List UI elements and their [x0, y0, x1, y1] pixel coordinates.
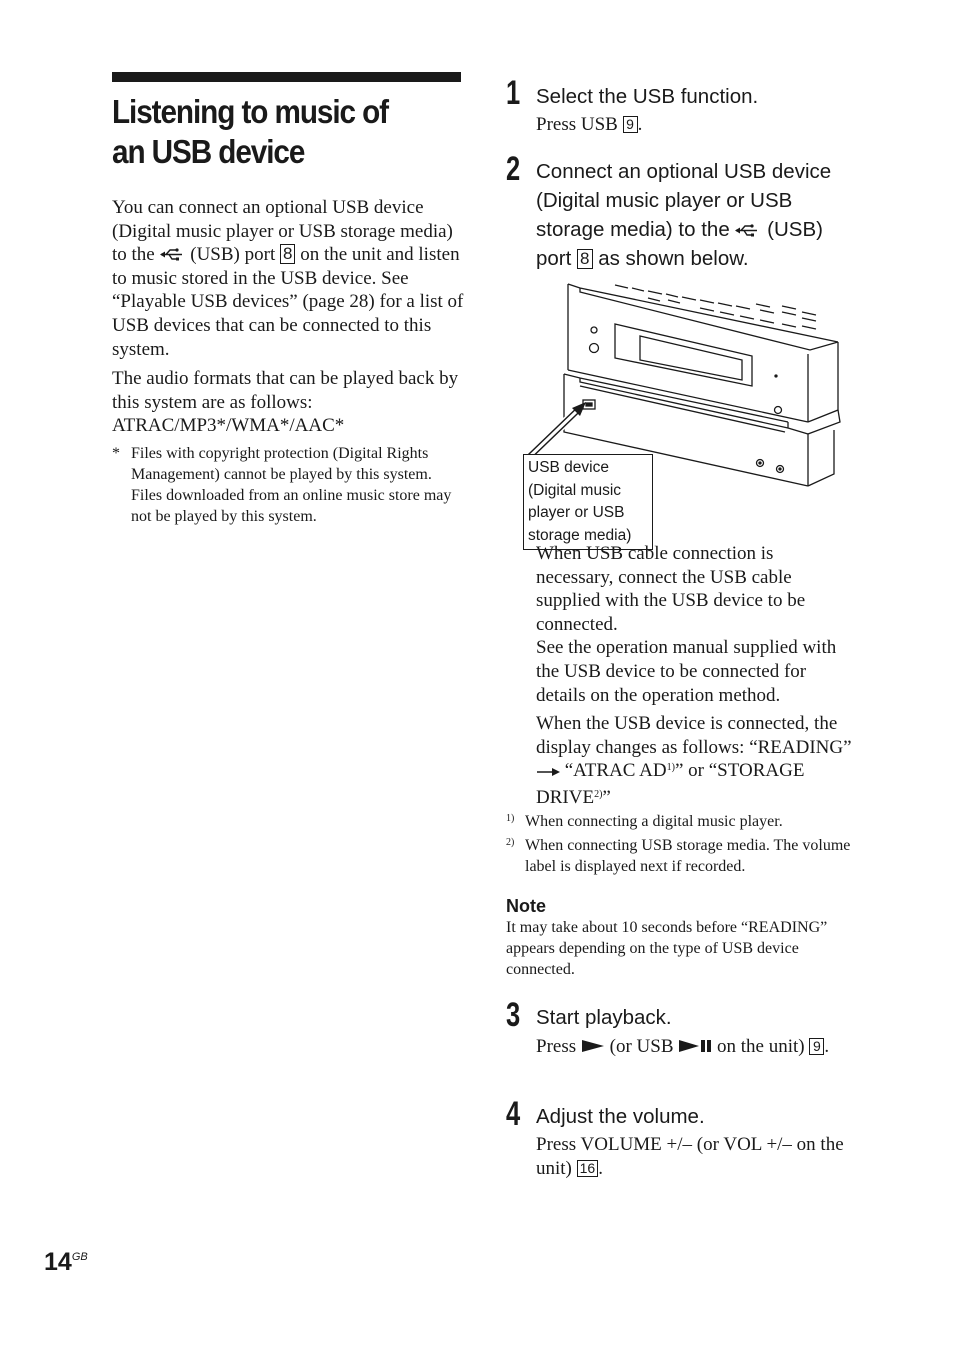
- usb-icon: [735, 224, 761, 237]
- step-2-body: [536, 542, 854, 813]
- footnote-1: 1) When connecting a digital music player.: [506, 813, 783, 830]
- title-line-2: an USB device: [112, 133, 305, 170]
- intro-footnote: * Files with copyright protection (Digital Rights Management) cannot be played by this system. Files downloaded from an online music store may not be played by this system.: [112, 444, 452, 525]
- intro-paragraph-1: You can connect an optional USB device (Digital music player or USB storage media) to the (USB) port 8 on the unit and listen to music stored in the USB device. See “Playable USB devices” (page 28) for a list of USB devices that can be connected to this system.: [112, 197, 464, 360]
- page-title: [112, 92, 436, 172]
- play-icon: [581, 1039, 605, 1053]
- key-badge-9: 9: [623, 116, 638, 133]
- play-pause-icon: [678, 1039, 712, 1053]
- step-3-detail: Press (or USB on the unit) 9 .: [536, 1036, 830, 1057]
- note-text: It may take about 10 seconds before “READING” appears depending on the type of USB device connected.: [506, 919, 828, 978]
- step-3-heading: Start playback.: [536, 1006, 672, 1029]
- step-4-number: 4: [506, 1095, 521, 1133]
- step-4-heading: Adjust the volume.: [536, 1105, 705, 1128]
- step-1-detail: Press USB 9 .: [536, 114, 643, 135]
- arrow-right-icon: [536, 767, 560, 777]
- title-line-1: Listening to music of: [112, 93, 388, 130]
- port-number-badge: 8: [280, 244, 295, 264]
- note-section: [506, 896, 856, 980]
- step-2-paragraph-1: When USB cable connection is necessary, connect the USB cable supplied with the USB device to be connected.: [536, 543, 806, 635]
- intro-section: [112, 196, 467, 527]
- page-number: $14^{GB}$: [44, 1248, 88, 1276]
- footnote-2: 2) When connecting USB storage media. The volume label is displayed next if recorded.: [506, 837, 851, 875]
- step-2-paragraph-2: See the operation manual supplied with the USB device to be connected for details on the operation method.: [536, 637, 837, 706]
- step-2-number: 2: [506, 150, 521, 188]
- key-badge-9: 9: [809, 1038, 824, 1055]
- note-heading: Note: [506, 896, 546, 916]
- port-number-badge: 8: [577, 249, 592, 269]
- key-badge-16: 16: [577, 1160, 599, 1177]
- step-2-heading: Connect an optional USB device (Digital music player or USB storage media) to the (USB) port 8 as shown below.: [536, 160, 832, 270]
- title-rule: [112, 72, 461, 82]
- usb-icon: [160, 248, 186, 261]
- usb-device-callout: USB device (Digital music player or USB storage media): [523, 454, 653, 550]
- step-3-number: 3: [506, 996, 521, 1034]
- intro-paragraph-2: The audio formats that can be played back by this system are as follows: ATRAC/MP3*/WMA*/AAC*: [112, 368, 459, 437]
- step-4-detail: Press VOLUME +/– (or VOL +/– on the unit) 16 .: [536, 1134, 844, 1179]
- step-1-number: 1: [506, 74, 521, 112]
- step-2-footnotes: [506, 811, 851, 877]
- step-1-heading: Select the USB function.: [536, 85, 759, 108]
- step-2-paragraph-3: When the USB device is connected, the display changes as follows: “READING” “ATRAC AD$^{1)}$” or “STORAGE DRIVE$^{2)}$”: [536, 713, 852, 808]
